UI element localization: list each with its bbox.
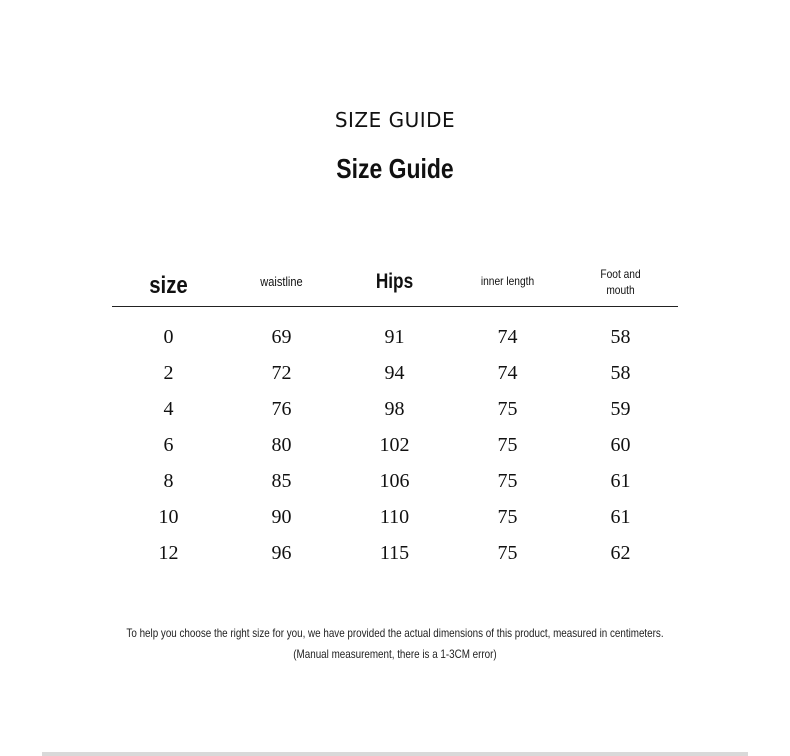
measurement-error-note: (Manual measurement, there is a 1-3CM error) — [293, 647, 497, 661]
size-table — [112, 262, 678, 571]
table-row — [112, 427, 678, 463]
cell-waistline: 85 — [271, 470, 292, 492]
cell-waistline: 76 — [271, 398, 292, 420]
column-header-size: size — [149, 272, 188, 299]
cell-inner-length: 75 — [497, 506, 518, 528]
column-header-inner-length: inner length — [480, 274, 535, 288]
column-header-foot-line2: mouth — [606, 283, 635, 297]
cell-foot-mouth: 59 — [610, 398, 631, 420]
cell-size: 6 — [163, 434, 174, 456]
cell-inner-length: 74 — [497, 362, 518, 384]
cell-foot-mouth: 58 — [610, 362, 631, 384]
table-body — [112, 319, 678, 571]
cell-size: 10 — [158, 506, 179, 528]
cell-inner-length: 74 — [497, 326, 518, 348]
cell-waistline: 69 — [271, 326, 292, 348]
table-row — [112, 463, 678, 499]
cell-waistline: 72 — [271, 362, 292, 384]
cell-hips: 110 — [379, 506, 410, 528]
cell-waistline: 80 — [271, 434, 292, 456]
cell-size: 12 — [158, 542, 179, 564]
table-row — [112, 391, 678, 427]
column-header-foot-mouth — [572, 266, 668, 298]
cell-inner-length: 75 — [497, 542, 518, 564]
cell-foot-mouth: 62 — [610, 542, 631, 564]
page-subtitle: SIZE GUIDE — [334, 108, 456, 132]
cell-waistline: 96 — [271, 542, 292, 564]
measurement-note: To help you choose the right size for you, we have provided the actual dimensions of this product, measured in centimeters. — [126, 626, 664, 640]
cell-size: 4 — [163, 398, 174, 420]
cell-size: 0 — [163, 326, 174, 348]
cell-foot-mouth: 60 — [610, 434, 631, 456]
page-title: Size Guide — [336, 153, 454, 184]
cell-inner-length: 75 — [497, 434, 518, 456]
column-header-waistline: waistline — [260, 274, 303, 289]
table-row — [112, 319, 678, 355]
cell-foot-mouth: 61 — [610, 506, 631, 528]
column-header-hips: Hips — [375, 270, 414, 293]
cell-size: 8 — [163, 470, 174, 492]
cell-hips: 98 — [384, 398, 405, 420]
cell-hips: 91 — [384, 326, 405, 348]
bottom-divider — [42, 752, 748, 756]
cell-foot-mouth: 61 — [610, 470, 631, 492]
cell-waistline: 90 — [271, 506, 292, 528]
cell-inner-length: 75 — [497, 470, 518, 492]
cell-hips: 106 — [379, 470, 410, 492]
cell-inner-length: 75 — [497, 398, 518, 420]
cell-hips: 102 — [379, 434, 410, 456]
column-header-foot-line1: Foot and — [600, 267, 641, 281]
table-header — [112, 262, 678, 307]
cell-foot-mouth: 58 — [610, 326, 631, 348]
table-row — [112, 355, 678, 391]
cell-size: 2 — [163, 362, 174, 384]
table-row — [112, 535, 678, 571]
table-row — [112, 499, 678, 535]
cell-hips: 94 — [384, 362, 405, 384]
cell-hips: 115 — [379, 542, 410, 564]
